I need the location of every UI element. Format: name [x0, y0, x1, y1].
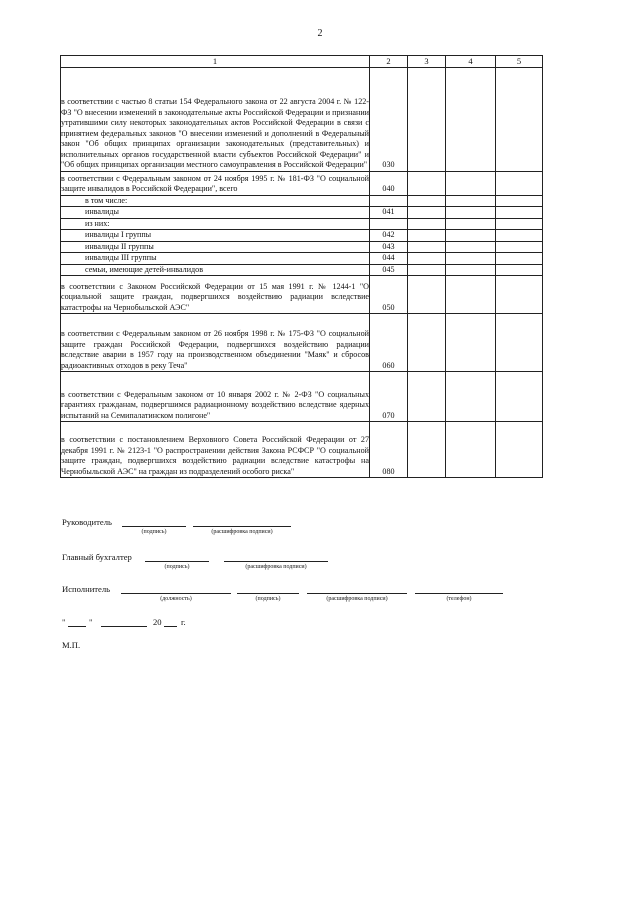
row-value-col-4 — [446, 195, 496, 207]
head-decoding-caption: (расшифровка подписи) — [211, 529, 273, 535]
row-value-col-3 — [408, 171, 446, 195]
row-value-col-3 — [408, 195, 446, 207]
row-value-col-3 — [408, 372, 446, 422]
row-value-col-5 — [496, 422, 543, 478]
row-description: семьи, имеющие детей-инвалидов — [61, 264, 370, 276]
stamp-place: М.П. — [62, 640, 81, 650]
row-code: 041 — [370, 207, 408, 219]
row-value-col-4 — [446, 230, 496, 242]
head-signature-line — [122, 526, 186, 527]
date-quote-open: " — [62, 617, 66, 627]
row-description: инвалиды III группы — [61, 253, 370, 265]
header-col-4: 4 — [446, 56, 496, 68]
accountant-decoding-line — [224, 561, 328, 562]
head-label: Руководитель — [62, 517, 112, 527]
row-value-col-5 — [496, 171, 543, 195]
report-table — [60, 55, 543, 478]
row-value-col-5 — [496, 241, 543, 253]
row-description: в том числе: — [61, 195, 370, 207]
row-value-col-3 — [408, 276, 446, 314]
row-value-col-3 — [408, 241, 446, 253]
row-description: в соответствии с Федеральным законом от 10 января 2002 г. № 2-ФЗ "О социальных гарантиях гражданам, подвергшимся радиационному воздействию вследствие ядерных испытаний на Семипалатинском полигоне" — [61, 372, 370, 422]
table-header-row — [61, 56, 543, 68]
row-description: в соответствии с постановлением Верховного Совета Российской Федерации от 27 декабря 1991 г. № 2123-1 "О распространении действия Закона РСФСР "О социальной защите граждан, подвергшихся воздействию радиации вследствие катастрофы на Чернобыльской АЭС" на граждан из подразделений особого риска" — [61, 422, 370, 478]
table-row — [61, 241, 543, 253]
row-value-col-3 — [408, 264, 446, 276]
row-value-col-4 — [446, 276, 496, 314]
date-year-line — [164, 626, 177, 627]
executor-position-caption: (должность) — [160, 596, 192, 602]
row-value-col-5 — [496, 253, 543, 265]
accountant-decoding-caption: (расшифровка подписи) — [245, 564, 307, 570]
table-row — [61, 422, 543, 478]
row-description: в соответствии с Федеральным законом от 26 ноября 1998 г. № 175-ФЗ "О социальной защите граждан Российской Федерации, подвергшихся воздействию радиации вследствие аварии в 1957 году на производственном объединении "Маяк" и сбросов радиоактивных отходов в реку Теча" — [61, 314, 370, 372]
table-row — [61, 253, 543, 265]
executor-signature-line — [237, 593, 299, 594]
header-col-5: 5 — [496, 56, 543, 68]
accountant-signature-caption: (подпись) — [164, 564, 190, 570]
table-row — [61, 264, 543, 276]
table-row — [61, 218, 543, 230]
row-description: в соответствии с частью 8 статьи 154 Федерального закона от 22 августа 2004 г. № 122-ФЗ "О внесении изменений в законодательные акты Российской Федерации и признании утратившими силу некоторых законодательных актов Российской Федерации в связи с принятием федеральных законов "О внесении изменений и дополнений в Федеральный закон "Об общих принципах организации законодательных (представительных) и исполнительных органов государственной власти субъектов Российской Федерации" и "Об общих принципах организации местного самоуправления в Российской Федерации" — [61, 67, 370, 171]
row-value-col-5 — [496, 264, 543, 276]
row-value-col-4 — [446, 241, 496, 253]
row-value-col-3 — [408, 207, 446, 219]
executor-signature-caption: (подпись) — [255, 596, 281, 602]
row-code: 030 — [370, 67, 408, 171]
row-code: 080 — [370, 422, 408, 478]
row-value-col-3 — [408, 422, 446, 478]
header-col-3: 3 — [408, 56, 446, 68]
row-code: 070 — [370, 372, 408, 422]
header-col-2: 2 — [370, 56, 408, 68]
executor-decoding-line — [307, 593, 407, 594]
date-day-line — [68, 626, 86, 627]
row-description: в соответствии с Федеральным законом от 24 ноября 1995 г. № 181-ФЗ "О социальной защите инвалидов в Российской Федерации", всего — [61, 171, 370, 195]
table-row — [61, 314, 543, 372]
row-value-col-4 — [446, 253, 496, 265]
executor-position-line — [121, 593, 231, 594]
chief-accountant-label: Главный бухгалтер — [62, 552, 132, 562]
date-year-prefix: 20 — [153, 617, 162, 627]
row-value-col-3 — [408, 230, 446, 242]
table-row — [61, 171, 543, 195]
row-value-col-5 — [496, 372, 543, 422]
row-description: из них: — [61, 218, 370, 230]
table-row — [61, 276, 543, 314]
row-value-col-3 — [408, 314, 446, 372]
table-row — [61, 372, 543, 422]
head-signature-caption: (подпись) — [141, 529, 167, 535]
row-description: инвалиды — [61, 207, 370, 219]
row-code — [370, 195, 408, 207]
header-col-1: 1 — [61, 56, 370, 68]
row-value-col-5 — [496, 218, 543, 230]
table-row — [61, 195, 543, 207]
row-value-col-5 — [496, 230, 543, 242]
executor-phone-line — [415, 593, 503, 594]
row-value-col-4 — [446, 171, 496, 195]
row-description: инвалиды I группы — [61, 230, 370, 242]
table-row — [61, 207, 543, 219]
row-value-col-4 — [446, 314, 496, 372]
row-code: 050 — [370, 276, 408, 314]
head-decoding-line — [193, 526, 291, 527]
row-value-col-5 — [496, 67, 543, 171]
executor-decoding-caption: (расшифровка подписи) — [326, 596, 388, 602]
date-quote-close: " — [89, 617, 93, 627]
row-value-col-4 — [446, 372, 496, 422]
row-code: 044 — [370, 253, 408, 265]
executor-phone-caption: (телефон) — [446, 596, 472, 602]
row-value-col-5 — [496, 314, 543, 372]
row-code: 043 — [370, 241, 408, 253]
row-value-col-3 — [408, 253, 446, 265]
executor-label: Исполнитель — [62, 584, 111, 594]
row-code: 040 — [370, 171, 408, 195]
table-row — [61, 67, 543, 171]
row-value-col-3 — [408, 218, 446, 230]
row-description: в соответствии с Законом Российской Федерации от 15 мая 1991 г. № 1244-1 "О социальной защите граждан, подвергшихся воздействию радиации вследствие катастрофы на Чернобыльской АЭС" — [61, 276, 370, 314]
date-year-suffix: г. — [181, 617, 186, 627]
row-value-col-4 — [446, 218, 496, 230]
row-code: 060 — [370, 314, 408, 372]
page-number: 2 — [317, 28, 323, 39]
row-value-col-4 — [446, 422, 496, 478]
row-code: 045 — [370, 264, 408, 276]
row-value-col-4 — [446, 207, 496, 219]
row-description: инвалиды II группы — [61, 241, 370, 253]
row-value-col-5 — [496, 276, 543, 314]
row-value-col-4 — [446, 67, 496, 171]
row-value-col-5 — [496, 207, 543, 219]
row-value-col-4 — [446, 264, 496, 276]
row-value-col-5 — [496, 195, 543, 207]
row-code — [370, 218, 408, 230]
row-code: 042 — [370, 230, 408, 242]
date-month-line — [101, 626, 147, 627]
table-row — [61, 230, 543, 242]
row-value-col-3 — [408, 67, 446, 171]
accountant-signature-line — [145, 561, 209, 562]
